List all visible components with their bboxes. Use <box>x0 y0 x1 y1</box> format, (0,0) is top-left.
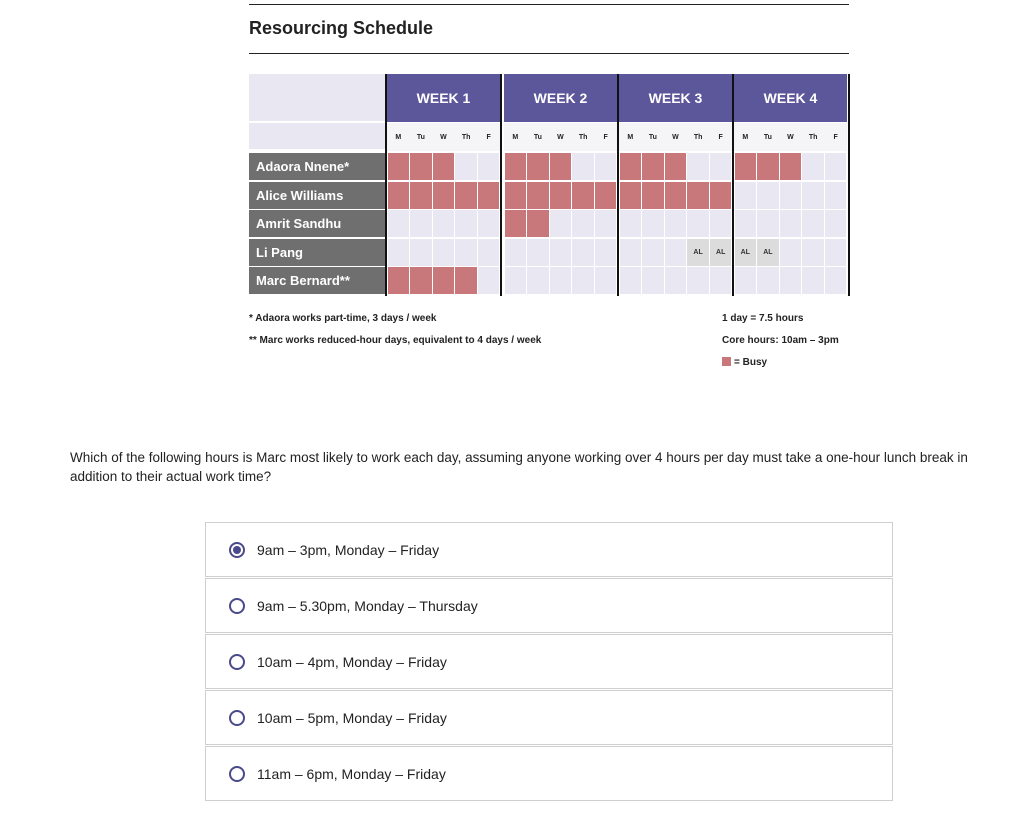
week-header: WEEK 1 <box>387 74 500 122</box>
free-cell <box>642 239 664 266</box>
free-cell <box>780 239 802 266</box>
day-header: Tu <box>410 130 432 144</box>
free-cell <box>802 182 824 209</box>
free-cell <box>825 153 847 180</box>
footnote-adaora: * Adaora works part-time, 3 days / week <box>249 313 437 324</box>
free-cell <box>595 153 617 180</box>
day-header: Th <box>802 130 824 144</box>
free-cell <box>388 210 410 237</box>
free-cell <box>620 239 642 266</box>
busy-cell <box>505 182 527 209</box>
person-name: Marc Bernard** <box>249 267 385 294</box>
busy-cell <box>455 182 477 209</box>
free-cell <box>665 210 687 237</box>
busy-cell <box>505 153 527 180</box>
free-cell <box>433 239 455 266</box>
busy-cell <box>527 210 549 237</box>
busy-cell <box>780 153 802 180</box>
title-rule <box>249 53 849 54</box>
answer-option[interactable] <box>205 578 893 633</box>
day-header: M <box>505 130 527 144</box>
person-name: Alice Williams <box>249 182 385 209</box>
question-text: Which of the following hours is Marc most likely to work each day, assuming anyone working over 4 hours per day must take a one-hour lunch break in addition to their actual work time? <box>70 450 968 484</box>
answer-option[interactable] <box>205 746 893 801</box>
annual-leave-cell: AL <box>757 239 779 266</box>
day-header: F <box>825 130 847 144</box>
busy-cell <box>572 182 594 209</box>
day-hours-note: 1 day = 7.5 hours <box>722 313 804 324</box>
week-divider <box>848 74 850 296</box>
busy-cell <box>757 153 779 180</box>
free-cell <box>710 153 732 180</box>
free-cell <box>687 267 709 294</box>
day-header: M <box>620 130 642 144</box>
radio-unselected-icon[interactable] <box>229 598 245 614</box>
day-header: Tu <box>642 130 664 144</box>
answer-option-label: 10am – 4pm, Monday – Friday <box>257 653 447 670</box>
free-cell <box>665 239 687 266</box>
free-cell <box>687 153 709 180</box>
free-cell <box>572 210 594 237</box>
free-cell <box>410 210 432 237</box>
free-cell <box>825 210 847 237</box>
free-cell <box>455 210 477 237</box>
answer-option[interactable] <box>205 522 893 577</box>
busy-cell <box>433 182 455 209</box>
busy-cell <box>710 182 732 209</box>
answer-option-label: 11am – 6pm, Monday – Friday <box>257 765 446 782</box>
core-hours-note: Core hours: 10am – 3pm <box>722 335 839 346</box>
free-cell <box>802 153 824 180</box>
day-header: Tu <box>527 130 549 144</box>
free-cell <box>757 210 779 237</box>
week-header: WEEK 2 <box>504 74 617 122</box>
free-cell <box>780 210 802 237</box>
free-cell <box>505 239 527 266</box>
busy-cell <box>433 267 455 294</box>
day-header: W <box>665 130 687 144</box>
answer-option-label: 10am – 5pm, Monday – Friday <box>257 709 447 726</box>
free-cell <box>478 239 500 266</box>
person-name: Amrit Sandhu <box>249 210 385 237</box>
busy-legend-label: = Busy <box>734 357 768 368</box>
free-cell <box>572 267 594 294</box>
free-cell <box>595 239 617 266</box>
busy-cell <box>550 182 572 209</box>
annual-leave-cell: AL <box>735 239 757 266</box>
free-cell <box>735 182 757 209</box>
day-header: Th <box>687 130 709 144</box>
free-cell <box>757 267 779 294</box>
annual-leave-cell: AL <box>710 239 732 266</box>
free-cell <box>388 239 410 266</box>
busy-legend <box>722 357 767 368</box>
busy-cell <box>687 182 709 209</box>
week-divider <box>385 74 387 296</box>
free-cell <box>757 182 779 209</box>
busy-cell <box>410 267 432 294</box>
busy-cell <box>433 153 455 180</box>
person-name: Li Pang <box>249 239 385 266</box>
free-cell <box>478 153 500 180</box>
free-cell <box>478 267 500 294</box>
free-cell <box>802 267 824 294</box>
free-cell <box>642 210 664 237</box>
free-cell <box>735 210 757 237</box>
busy-swatch <box>722 357 731 366</box>
answer-option[interactable] <box>205 634 893 689</box>
free-cell <box>780 267 802 294</box>
free-cell <box>802 210 824 237</box>
free-cell <box>825 239 847 266</box>
free-cell <box>455 239 477 266</box>
day-header: Tu <box>757 130 779 144</box>
busy-cell <box>642 182 664 209</box>
free-cell <box>455 153 477 180</box>
free-cell <box>550 267 572 294</box>
day-header: M <box>388 130 410 144</box>
top-rule <box>249 4 849 5</box>
busy-cell <box>410 153 432 180</box>
busy-cell <box>388 153 410 180</box>
free-cell <box>595 210 617 237</box>
busy-cell <box>665 182 687 209</box>
free-cell <box>825 267 847 294</box>
week-divider <box>732 74 734 296</box>
day-header: F <box>478 130 500 144</box>
free-cell <box>620 210 642 237</box>
busy-cell <box>642 153 664 180</box>
table-corner <box>249 74 385 149</box>
free-cell <box>478 210 500 237</box>
week-header: WEEK 3 <box>619 74 732 122</box>
radio-unselected-icon[interactable] <box>229 654 245 670</box>
free-cell <box>572 239 594 266</box>
radio-unselected-icon[interactable] <box>229 710 245 726</box>
free-cell <box>780 182 802 209</box>
person-name: Adaora Nnene* <box>249 153 385 180</box>
free-cell <box>550 239 572 266</box>
answer-option-label: 9am – 3pm, Monday – Friday <box>257 541 440 558</box>
day-header: W <box>433 130 455 144</box>
free-cell <box>527 239 549 266</box>
busy-cell <box>735 153 757 180</box>
free-cell <box>710 267 732 294</box>
busy-cell <box>527 153 549 180</box>
free-cell <box>665 267 687 294</box>
free-cell <box>802 239 824 266</box>
free-cell <box>710 210 732 237</box>
day-header: F <box>595 130 617 144</box>
busy-cell <box>665 153 687 180</box>
page-title: Resourcing Schedule <box>249 18 434 38</box>
week-divider <box>617 74 619 296</box>
free-cell <box>825 182 847 209</box>
busy-cell <box>505 210 527 237</box>
free-cell <box>527 267 549 294</box>
free-cell <box>687 210 709 237</box>
resourcing-schedule-table <box>249 74 851 296</box>
free-cell <box>735 267 757 294</box>
free-cell <box>572 153 594 180</box>
week-header: WEEK 4 <box>734 74 847 122</box>
table-corner-divider <box>249 121 385 123</box>
radio-unselected-icon[interactable] <box>229 766 245 782</box>
day-header: Th <box>572 130 594 144</box>
annual-leave-cell: AL <box>687 239 709 266</box>
radio-selected-icon[interactable] <box>229 542 245 558</box>
day-header: M <box>735 130 757 144</box>
week-divider <box>500 74 502 296</box>
busy-cell <box>620 182 642 209</box>
free-cell <box>642 267 664 294</box>
answer-option[interactable] <box>205 690 893 745</box>
busy-cell <box>478 182 500 209</box>
busy-cell <box>388 267 410 294</box>
day-header: W <box>550 130 572 144</box>
free-cell <box>550 210 572 237</box>
busy-cell <box>527 182 549 209</box>
free-cell <box>595 267 617 294</box>
busy-cell <box>595 182 617 209</box>
busy-cell <box>388 182 410 209</box>
day-header: Th <box>455 130 477 144</box>
day-header: W <box>780 130 802 144</box>
busy-cell <box>455 267 477 294</box>
free-cell <box>505 267 527 294</box>
footnote-marc: ** Marc works reduced-hour days, equivalent to 4 days / week <box>249 335 542 346</box>
busy-cell <box>550 153 572 180</box>
free-cell <box>410 239 432 266</box>
busy-cell <box>620 153 642 180</box>
busy-cell <box>410 182 432 209</box>
answer-options <box>205 522 893 802</box>
free-cell <box>620 267 642 294</box>
day-header: F <box>710 130 732 144</box>
free-cell <box>433 210 455 237</box>
answer-option-label: 9am – 5.30pm, Monday – Thursday <box>257 597 478 614</box>
